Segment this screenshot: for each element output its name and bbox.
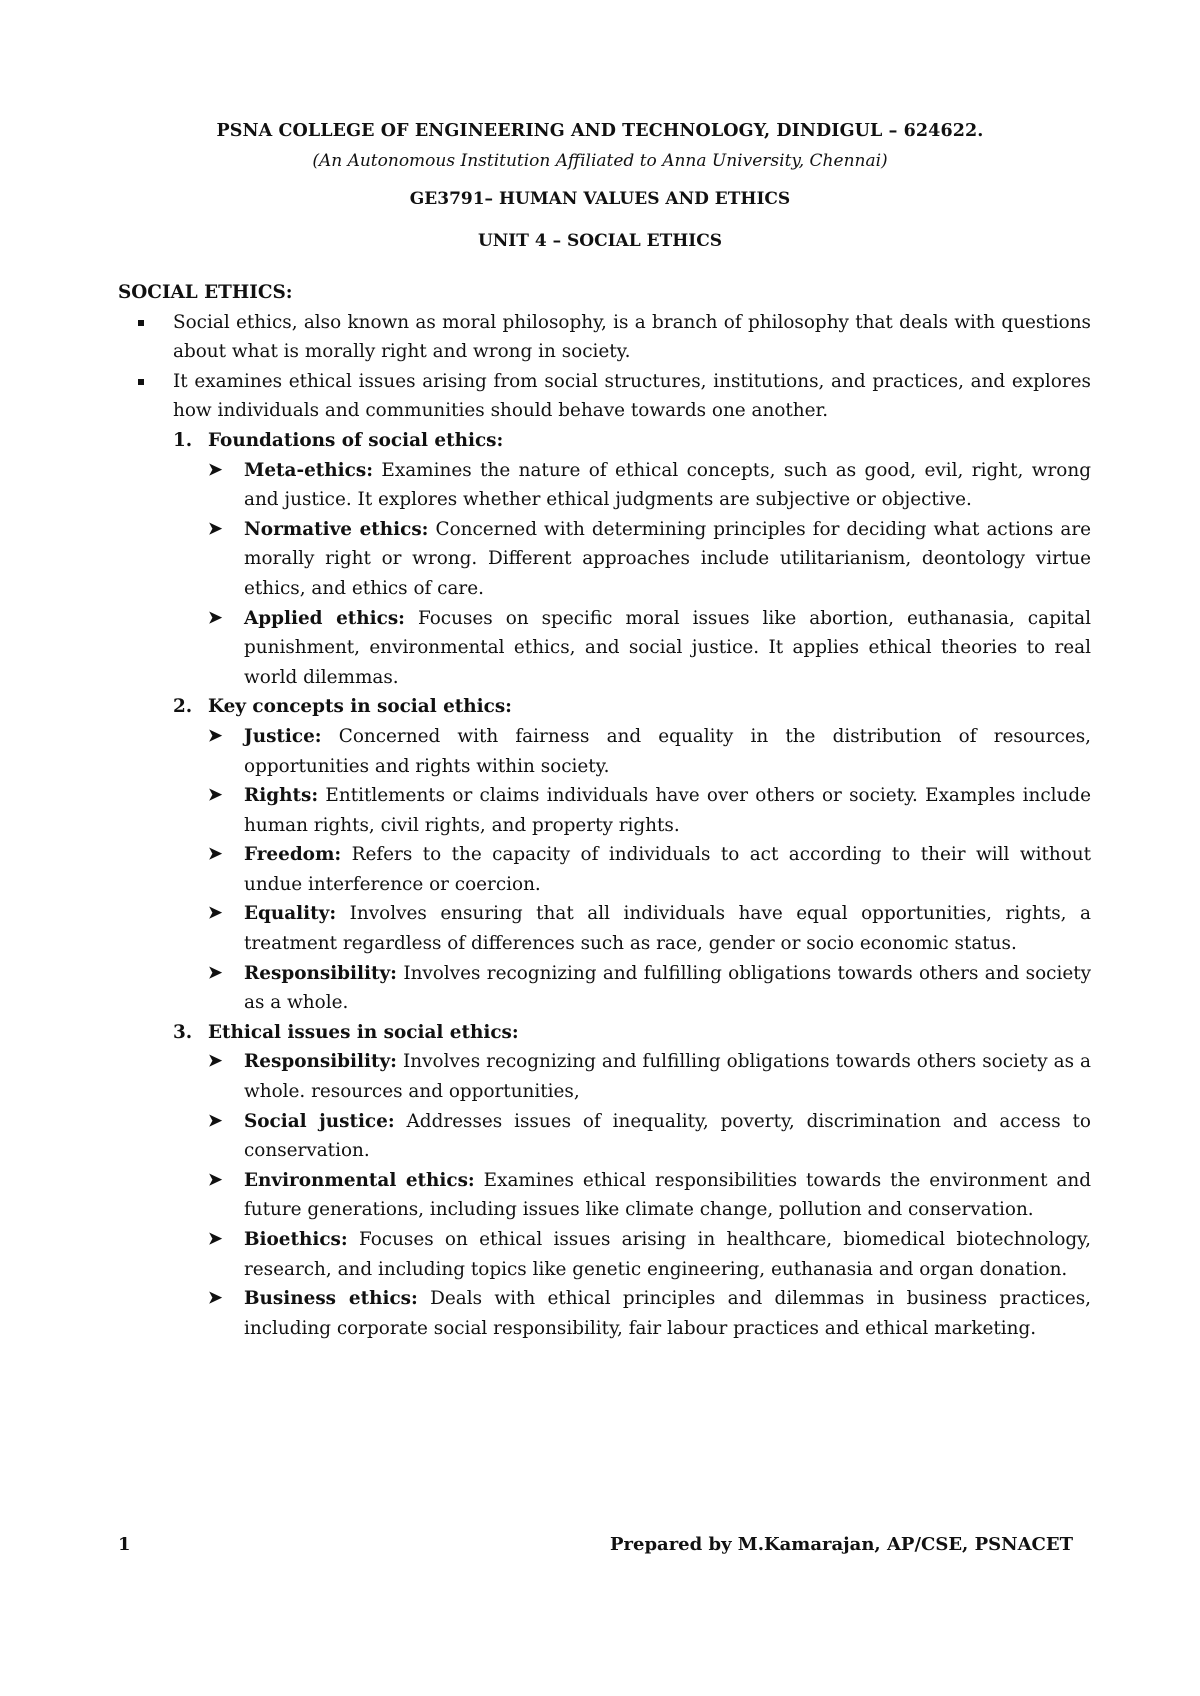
college-name: PSNA COLLEGE OF ENGINEERING AND TECHNOLOGY, DINDIGUL – 624622. bbox=[216, 121, 984, 141]
term-description: Deals with ethical principles and dilemmas in business practices, including corporate social responsibility, fair labour practices and ethical marketing. bbox=[244, 1288, 1091, 1339]
term-description: Refers to the capacity of individuals to act according to their will without undue interference or coercion. bbox=[244, 844, 1091, 895]
intro-bullet-text: Social ethics, also known as moral philosophy, is a branch of philosophy that deals with questions about what is morally right and wrong in society. bbox=[173, 311, 1091, 363]
list-item bbox=[208, 515, 1091, 604]
section-title: SOCIAL ETHICS: bbox=[118, 282, 293, 303]
list-item bbox=[208, 604, 1091, 693]
term-description: Involves recognizing and fulfilling obligations towards others society as a whole. resources and opportunities, bbox=[244, 1051, 1091, 1103]
term-label: Justice: bbox=[244, 725, 322, 747]
list-item bbox=[208, 456, 1091, 515]
numbered-section bbox=[118, 426, 1091, 692]
square-bullet-icon bbox=[138, 320, 144, 326]
term-label: Equality: bbox=[244, 903, 337, 925]
unit-title: UNIT 4 – SOCIAL ETHICS bbox=[477, 231, 723, 251]
sub-item-list bbox=[208, 722, 1091, 1018]
intro-bullet-text: It examines ethical issues arising from social structures, institutions, and practices, and explores how individuals and communities should behave towards one another. bbox=[173, 370, 1091, 422]
college-subtitle: (An Autonomous Institution Affiliated to Anna University, Chennai) bbox=[312, 151, 888, 171]
document-header bbox=[0, 118, 1200, 254]
term-label: Rights: bbox=[244, 785, 319, 807]
list-item bbox=[208, 1107, 1091, 1166]
list-item bbox=[208, 1047, 1091, 1106]
term-label: Responsibility: bbox=[244, 1051, 397, 1073]
term-label: Social justice: bbox=[244, 1110, 395, 1132]
list-item bbox=[208, 1166, 1091, 1225]
term-label: Meta-ethics: bbox=[244, 459, 373, 481]
course-title: GE3791– HUMAN VALUES AND ETHICS bbox=[409, 189, 791, 209]
numbered-section-list bbox=[118, 426, 1091, 1343]
section-number: 3. bbox=[173, 1021, 193, 1043]
arrow-bullet-icon: ➤ bbox=[208, 518, 223, 539]
term-description: Entitlements or claims individuals have over others or society. Examples include human rights, civil rights, and property rights. bbox=[244, 785, 1091, 836]
arrow-bullet-icon: ➤ bbox=[208, 844, 223, 865]
numbered-section bbox=[118, 692, 1091, 1018]
term-description: Concerned with fairness and equality in the distribution of resources, opportunities and rights within society. bbox=[244, 725, 1091, 777]
term-label: Applied ethics: bbox=[244, 607, 405, 629]
intro-bullet bbox=[118, 308, 1091, 367]
arrow-bullet-icon: ➤ bbox=[208, 785, 223, 806]
square-bullet-icon bbox=[138, 379, 144, 385]
list-item bbox=[208, 1284, 1091, 1343]
term-label: Responsibility: bbox=[244, 962, 397, 984]
arrow-bullet-icon: ➤ bbox=[208, 1110, 223, 1131]
term-description: Addresses issues of inequality, poverty, discrimination and access to conservation. bbox=[244, 1110, 1091, 1162]
sub-item-list bbox=[208, 1047, 1091, 1343]
numbered-section bbox=[118, 1018, 1091, 1344]
term-description: Focuses on ethical issues arising in healthcare, biomedical biotechnology, research, and including topics like genetic engineering, euthanasia and organ donation. bbox=[244, 1229, 1091, 1280]
page-number: 1 bbox=[118, 1534, 131, 1555]
arrow-bullet-icon: ➤ bbox=[208, 1229, 223, 1249]
term-description: Concerned with determining principles for deciding what actions are morally right or wrong. Different approaches include utilitarianism, deontology virtue ethics, and ethics of care. bbox=[244, 518, 1091, 599]
section-heading: Foundations of social ethics: bbox=[208, 429, 504, 451]
term-label: Business ethics: bbox=[244, 1288, 418, 1310]
document-body bbox=[118, 278, 1091, 1343]
term-label: Freedom: bbox=[244, 844, 342, 866]
arrow-bullet-icon: ➤ bbox=[208, 962, 223, 983]
list-item bbox=[208, 1225, 1091, 1284]
arrow-bullet-icon: ➤ bbox=[208, 1288, 223, 1309]
page-footer bbox=[118, 1530, 1073, 1560]
arrow-bullet-icon: ➤ bbox=[208, 725, 223, 746]
section-heading: Ethical issues in social ethics: bbox=[208, 1021, 519, 1043]
arrow-bullet-icon: ➤ bbox=[208, 903, 223, 924]
term-description: Focuses on specific moral issues like abortion, euthanasia, capital punishment, environmental ethics, and social justice. It applies ethical theories to real world dilemmas. bbox=[244, 607, 1091, 688]
term-description: Involves ensuring that all individuals have equal opportunities, rights, a treatment regardless of differences such as race, gender or socio economic status. bbox=[244, 903, 1091, 955]
term-label: Bioethics: bbox=[244, 1229, 348, 1250]
intro-bullet-list bbox=[118, 308, 1091, 426]
term-description: Examines ethical responsibilities towards the environment and future generations, including issues like climate change, pollution and conservation. bbox=[244, 1169, 1091, 1221]
list-item bbox=[208, 899, 1091, 958]
list-item bbox=[208, 722, 1091, 781]
section-number: 1. bbox=[173, 429, 193, 451]
arrow-bullet-icon: ➤ bbox=[208, 459, 223, 480]
list-item bbox=[208, 840, 1091, 899]
section-number: 2. bbox=[173, 696, 193, 718]
term-description: Examines the nature of ethical concepts, such as good, evil, right, wrong and justice. It explores whether ethical judgments are subjective or objective. bbox=[244, 459, 1091, 511]
list-item bbox=[208, 959, 1091, 1018]
arrow-bullet-icon: ➤ bbox=[208, 607, 223, 628]
list-item bbox=[208, 781, 1091, 840]
prepared-by: Prepared by M.Kamarajan, AP/CSE, PSNACET bbox=[609, 1534, 1073, 1555]
section-heading: Key concepts in social ethics: bbox=[208, 696, 512, 718]
arrow-bullet-icon: ➤ bbox=[208, 1169, 223, 1190]
term-description: Involves recognizing and fulfilling obligations towards others and society as a whole. bbox=[244, 962, 1091, 1014]
term-label: Environmental ethics: bbox=[244, 1169, 475, 1191]
intro-bullet bbox=[118, 367, 1091, 426]
sub-item-list bbox=[208, 456, 1091, 693]
term-label: Normative ethics: bbox=[244, 518, 429, 540]
arrow-bullet-icon: ➤ bbox=[208, 1051, 223, 1072]
